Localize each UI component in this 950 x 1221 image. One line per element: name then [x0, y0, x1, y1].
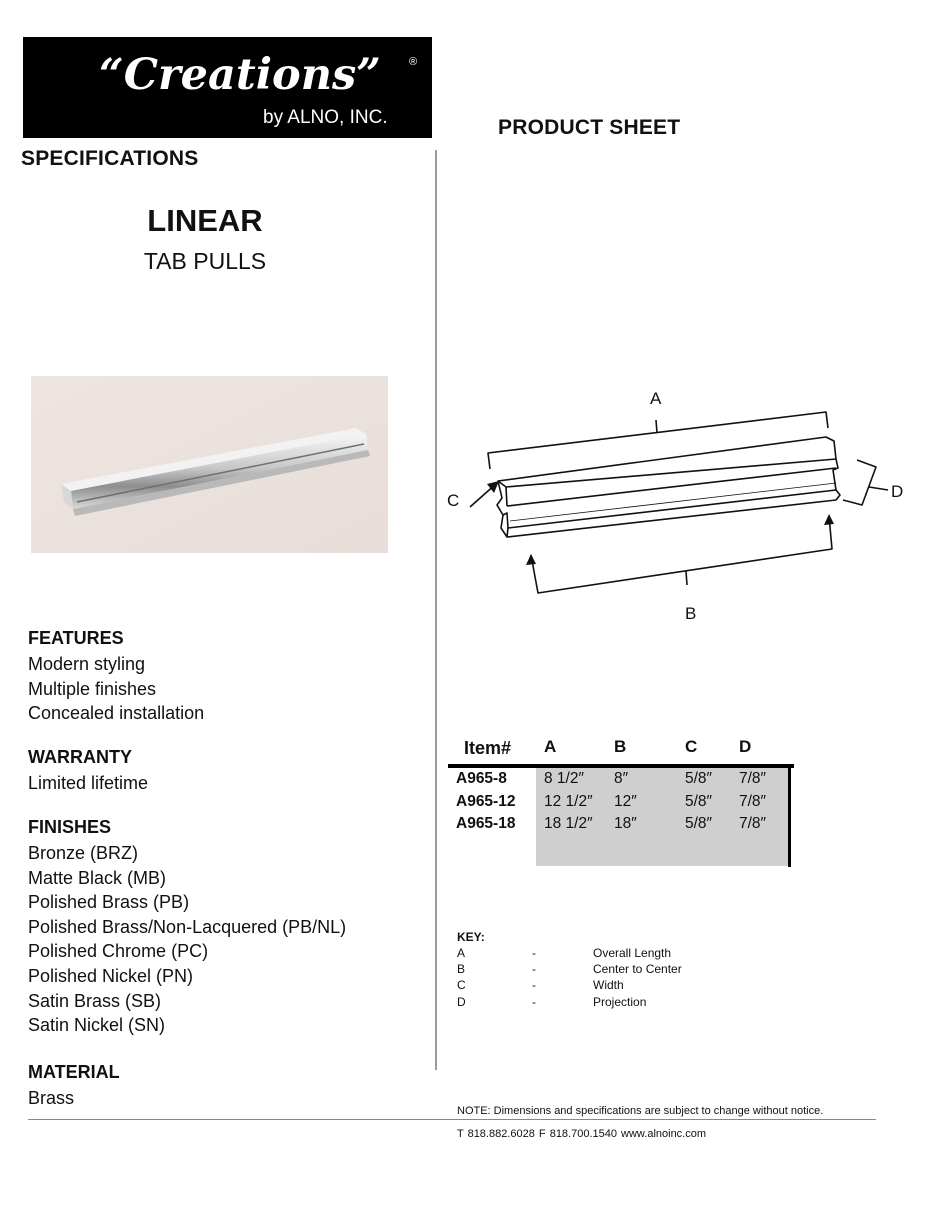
finish-item: Polished Brass (PB) [28, 892, 190, 913]
finish-item: Satin Nickel (SN) [28, 1015, 166, 1036]
table-cell-c: 5/8″ [685, 770, 713, 787]
table-header-b: B [614, 737, 627, 756]
footer-divider [28, 1119, 876, 1120]
feature-item: Modern styling [28, 654, 146, 674]
table-cell-a: 8 1/2″ [544, 770, 584, 787]
finish-item: Satin Brass (SB) [28, 990, 162, 1011]
table-cell-a: 18 1/2″ [544, 815, 593, 832]
dimension-d-label: D [891, 482, 904, 501]
product-sheet-title: PRODUCT SHEET [498, 116, 681, 139]
material-heading: MATERIAL [28, 1062, 120, 1082]
table-header-c: C [685, 737, 698, 756]
table-cell-item: A965-18 [456, 815, 516, 832]
product-name: LINEAR [147, 203, 263, 238]
material-list [28, 1086, 74, 1111]
table-cell-a: 12 1/2″ [544, 793, 593, 810]
key-dash: - [532, 978, 536, 992]
logo-registered-mark: ® [409, 56, 418, 68]
dimension-c-label: C [447, 491, 460, 510]
finishes-list [28, 841, 346, 1038]
product-photo [31, 376, 388, 553]
table-header-d: D [739, 737, 752, 756]
feature-item: Concealed installation [28, 703, 205, 724]
dimension-diagram [440, 380, 920, 630]
key-letter: D [457, 995, 466, 1009]
finish-item: Bronze (BRZ) [28, 843, 139, 863]
features-heading: FEATURES [28, 628, 124, 648]
key-description: Center to Center [593, 962, 682, 976]
contact-info: T 818.882.6028 F 818.700.1540 www.alnoinc.com [457, 1128, 707, 1140]
warranty-item: Limited lifetime [28, 773, 149, 793]
finish-item: Polished Chrome (PC) [28, 941, 209, 962]
key-dash: - [532, 995, 536, 1009]
key-heading: KEY: [457, 930, 485, 944]
table-right-border [788, 764, 791, 867]
features-list [28, 652, 204, 726]
finish-item: Polished Brass/Non-Lacquered (PB/NL) [28, 916, 347, 937]
table-header-a: A [544, 737, 557, 756]
specifications-title: SPECIFICATIONS [21, 147, 199, 170]
finishes-heading: FINISHES [28, 817, 112, 837]
product-type: TAB PULLS [143, 248, 267, 274]
finish-item: Polished Nickel (PN) [28, 965, 194, 986]
logo-tagline: by ALNO, INC. [263, 107, 388, 128]
dimension-a-label: A [650, 389, 662, 408]
brand-logo [23, 37, 432, 138]
column-divider [435, 150, 437, 1070]
key-letter: C [457, 978, 466, 992]
table-header-item: Item# [464, 738, 512, 758]
key-dash: - [532, 962, 536, 976]
key-letter: B [457, 962, 466, 976]
key-letter: A [457, 946, 466, 960]
table-cell-item: A965-12 [456, 793, 516, 810]
feature-item: Multiple finishes [28, 678, 157, 699]
logo-graphic [23, 37, 432, 138]
table-cell-item: A965-8 [456, 770, 507, 787]
footer-note: NOTE: Dimensions and specifications are subject to change without notice. [457, 1105, 824, 1117]
dimension-a-bracket [488, 412, 828, 469]
dimension-b-label: B [685, 604, 697, 623]
dimension-b-bracket [531, 516, 832, 593]
table-cell-b: 8″ [614, 770, 629, 787]
warranty-list [28, 771, 148, 796]
key-description: Width [593, 978, 624, 992]
table-cell-d: 7/8″ [739, 770, 767, 787]
key-dash: - [532, 946, 536, 960]
table-cell-b: 12″ [614, 793, 637, 810]
warranty-heading: WARRANTY [28, 747, 132, 767]
table-cell-d: 7/8″ [739, 815, 767, 832]
key-description: Projection [593, 995, 647, 1009]
table-cell-b: 18″ [614, 815, 637, 832]
material-item: Brass [28, 1088, 75, 1108]
finish-item: Matte Black (MB) [28, 867, 167, 888]
table-cell-c: 5/8″ [685, 793, 713, 810]
key-description: Overall Length [593, 946, 672, 960]
logo-brand-text: “Creations” [99, 50, 381, 100]
dimension-d-bracket [843, 460, 876, 505]
table-cell-c: 5/8″ [685, 815, 713, 832]
table-cell-d: 7/8″ [739, 793, 767, 810]
table-header-rule [448, 764, 794, 768]
